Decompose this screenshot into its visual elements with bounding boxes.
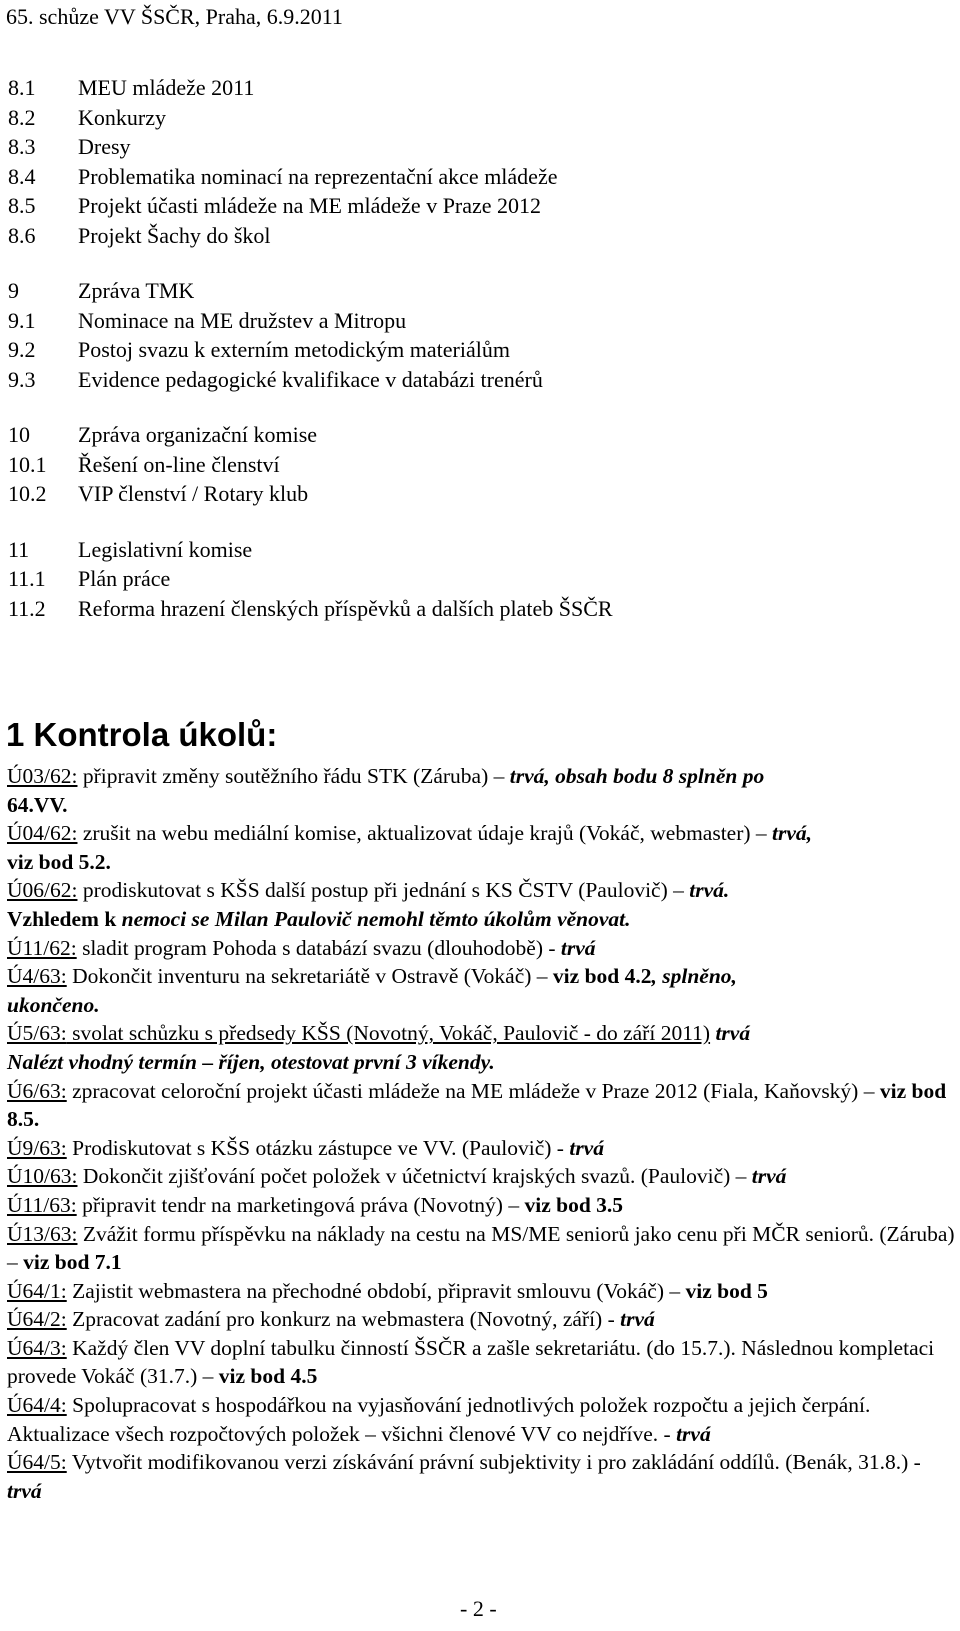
agenda-item-text: Řešení on-line členství — [78, 451, 280, 477]
task-item — [7, 1220, 959, 1277]
task-status: trvá, obsah bodu 8 splněn po — [509, 764, 765, 788]
task-id: Ú64/1: — [7, 1278, 67, 1303]
agenda-item — [8, 306, 948, 336]
agenda-item-text: Projekt Šachy do škol — [78, 222, 271, 248]
agenda-item-number: 8.2 — [8, 104, 36, 130]
agenda-item — [8, 450, 948, 480]
task-status: trvá. — [689, 878, 730, 903]
task-text: Prodiskutovat s KŠS otázku zástupce ve VV. (Paulovič) - — [66, 1135, 570, 1160]
task-id: Ú64/2: — [7, 1307, 67, 1332]
agenda-item-text: Dresy — [78, 134, 131, 159]
task-status: trvá — [751, 1164, 787, 1189]
task-status-cont: 64.VV. — [7, 792, 68, 817]
agenda-item — [8, 365, 948, 395]
agenda-item-number: 9 — [8, 278, 19, 303]
task-item — [7, 762, 959, 819]
agenda-item-number: 9.1 — [8, 307, 36, 333]
task-text: zpracovat celoroční projekt účasti mládeže na ME mládeže v Praze 2012 (Fiala, Kaňovský) – — [66, 1078, 880, 1103]
agenda-group — [8, 73, 948, 250]
agenda-item — [8, 535, 948, 565]
agenda-item — [8, 420, 948, 450]
task-id: Ú04/62: — [7, 821, 78, 846]
task-id: Ú13/63: — [7, 1221, 78, 1246]
task-id: Ú11/62: — [7, 935, 77, 960]
task-text: Zvážit formu příspěvku na náklady na cestu na MS/ME seniorů jako cenu při MČR seniorů. (Záruba) – — [7, 1221, 955, 1275]
agenda-item — [8, 103, 948, 133]
agenda-item-number: 8.6 — [8, 222, 36, 248]
task-item — [7, 876, 959, 933]
task-id: Ú06/62: — [7, 878, 78, 903]
agenda-group — [8, 276, 948, 394]
task-id: Ú6/63: — [7, 1078, 67, 1103]
agenda-item-number: 8.5 — [8, 193, 36, 218]
task-text: sladit program Pohoda s databází svazu (dlouhodobě) - — [76, 935, 561, 960]
agenda-item — [8, 73, 948, 103]
task-item — [7, 934, 959, 963]
task-id: Ú4/63: — [7, 964, 67, 989]
agenda-item-text: Nominace na ME družstev a Mitropu — [78, 307, 407, 333]
task-id: Ú11/63: — [7, 1192, 77, 1217]
agenda-item-text: Legislativní komise — [78, 536, 253, 562]
task-status: trvá — [7, 1478, 42, 1503]
task-text: Dokončit inventuru na sekretariátě v Ostravě (Vokáč) – — [66, 964, 553, 989]
task-list — [7, 762, 959, 1505]
task-item — [7, 962, 959, 1019]
agenda-item-number: 11.2 — [8, 595, 46, 621]
task-item — [7, 1391, 959, 1448]
agenda-item — [8, 564, 948, 594]
task-status: trvá — [710, 1021, 751, 1046]
task-item — [7, 1191, 959, 1220]
agenda-item-number: 9.2 — [8, 337, 36, 362]
agenda-item-text: Problematika nominací na reprezentační akce mládeže — [78, 163, 558, 189]
task-text: připravit tendr na marketingová práva (Novotný) – — [76, 1192, 525, 1217]
agenda-item-text: Evidence pedagogické kvalifikace v databázi trenérů — [78, 366, 543, 392]
task-text: Spolupracovat s hospodářkou na vyjasňování jednotlivých položek rozpočtu a jejich čerpání. Aktualizace všech rozpočtových položek – všichni členové VV co nejdříve. - — [7, 1393, 871, 1446]
task-text: Zpracovat zadání pro konkurz na webmastera (Novotný, září) - — [66, 1307, 621, 1332]
agenda-item-text: Plán práce — [78, 566, 171, 591]
task-status: viz bod 7.1 — [23, 1250, 122, 1275]
task-text: svolat schůzku s předsedy KŠS (Novotný, Vokáč, Paulovič - do září 2011) — [66, 1021, 711, 1046]
agenda-item-text: Projekt účasti mládeže na ME mládeže v Praze 2012 — [78, 193, 542, 218]
agenda-item-text: MEU mládeže 2011 — [78, 75, 255, 100]
agenda-item — [8, 479, 948, 509]
task-id: Ú5/63: — [7, 1021, 67, 1046]
task-status: trvá — [569, 1135, 604, 1160]
task-item — [7, 1134, 959, 1163]
task-status: trvá — [620, 1307, 655, 1332]
task-status: viz bod 8.5. — [7, 1078, 947, 1132]
agenda-group — [8, 420, 948, 509]
agenda-item — [8, 335, 948, 365]
agenda-list — [8, 73, 948, 649]
agenda-item — [8, 191, 948, 221]
task-text: zrušit na webu mediální komise, aktualizovat údaje krajů (Vokáč, webmaster) – — [77, 821, 773, 846]
task-text: Vytvořit modifikovanou verzi získávání právní subjektivity i pro zakládání oddílů. (Benák, 31.8.) - — [66, 1450, 921, 1475]
task-status-cont: ukončeno. — [7, 992, 100, 1017]
agenda-item-number: 11.1 — [8, 566, 46, 591]
task-status: trvá — [560, 935, 596, 960]
task-status: trvá — [676, 1421, 711, 1446]
task-item — [7, 1305, 959, 1334]
task-status: viz bod 4.5 — [218, 1364, 318, 1389]
task-item — [7, 1334, 959, 1391]
task-item — [7, 1077, 959, 1134]
agenda-item-number: 10.2 — [8, 481, 47, 506]
task-status: , splněno, — [651, 964, 737, 989]
agenda-item — [8, 221, 948, 251]
agenda-item-text: Reforma hrazení členských příspěvků a dalších plateb ŠSČR — [78, 595, 613, 621]
task-item — [7, 1277, 959, 1306]
task-note: – — [196, 1049, 219, 1074]
task-text: připravit změny soutěžního řádu STK (Záruba) – — [77, 764, 510, 788]
agenda-item-number: 11 — [8, 536, 30, 562]
task-status: viz bod 4.2 — [552, 964, 652, 989]
agenda-item-number: 8.1 — [8, 75, 36, 100]
task-note: Vzhledem k — [7, 906, 122, 931]
agenda-group — [8, 535, 948, 624]
task-id: Ú10/63: — [7, 1164, 78, 1189]
agenda-item — [8, 132, 948, 162]
agenda-item — [8, 162, 948, 192]
task-id: Ú9/63: — [7, 1135, 67, 1160]
task-note: Nalézt vhodný termín — [7, 1049, 197, 1074]
task-item — [7, 1019, 959, 1076]
agenda-item-text: Zpráva TMK — [78, 278, 195, 303]
agenda-item — [8, 276, 948, 306]
task-note: říjen, otestovat první 3 víkendy. — [218, 1049, 495, 1074]
agenda-item-number: 8.3 — [8, 134, 36, 159]
agenda-item — [8, 594, 948, 624]
agenda-item-number: 9.3 — [8, 366, 36, 392]
agenda-item-number: 8.4 — [8, 163, 36, 189]
task-note: nemoci se Milan Paulovič nemohl těmto úkolům věnovat. — [121, 906, 631, 931]
task-status: viz bod 3.5 — [524, 1192, 624, 1217]
agenda-item-text: Zpráva organizační komise — [78, 422, 318, 447]
task-status-cont: viz bod 5.2. — [7, 849, 111, 874]
task-id: Ú64/3: — [7, 1335, 67, 1360]
task-item — [7, 1448, 959, 1505]
task-text: Zajistit webmastera na přechodné období, připravit smlouvu (Vokáč) – — [66, 1278, 686, 1303]
task-text: Dokončit zjišťování počet položek v účetnictví krajských svazů. (Paulovič) – — [77, 1164, 752, 1189]
page-header: 65. schůze VV ŠSČR, Praha, 6.9.2011 — [6, 4, 343, 29]
page-number: - 2 - — [460, 1596, 497, 1621]
agenda-item-text: Konkurzy — [78, 104, 166, 130]
agenda-item-number: 10 — [8, 422, 30, 447]
task-id: Ú64/4: — [7, 1393, 67, 1418]
task-id: Ú03/62: — [7, 764, 78, 788]
task-text: Každý člen VV doplní tabulku činností ŠSČR a zašle sekretariátu. (do 15.7.). Následnou kompletaci provede Vokáč (31.7.) – — [7, 1335, 935, 1389]
task-text: prodiskutovat s KŠS další postup při jednání s KS ČSTV (Paulovič) – — [77, 878, 690, 903]
task-status: trvá, — [772, 821, 813, 846]
task-status: viz bod 5 — [685, 1278, 768, 1303]
task-id: Ú64/5: — [7, 1450, 67, 1475]
task-item — [7, 819, 959, 876]
agenda-item-number: 10.1 — [8, 451, 47, 477]
task-item — [7, 1162, 959, 1191]
agenda-item-text: Postoj svazu k externím metodickým materiálům — [78, 337, 510, 362]
section-title: 1 Kontrola úkolů: — [6, 716, 278, 753]
agenda-item-text: VIP členství / Rotary klub — [78, 481, 309, 506]
